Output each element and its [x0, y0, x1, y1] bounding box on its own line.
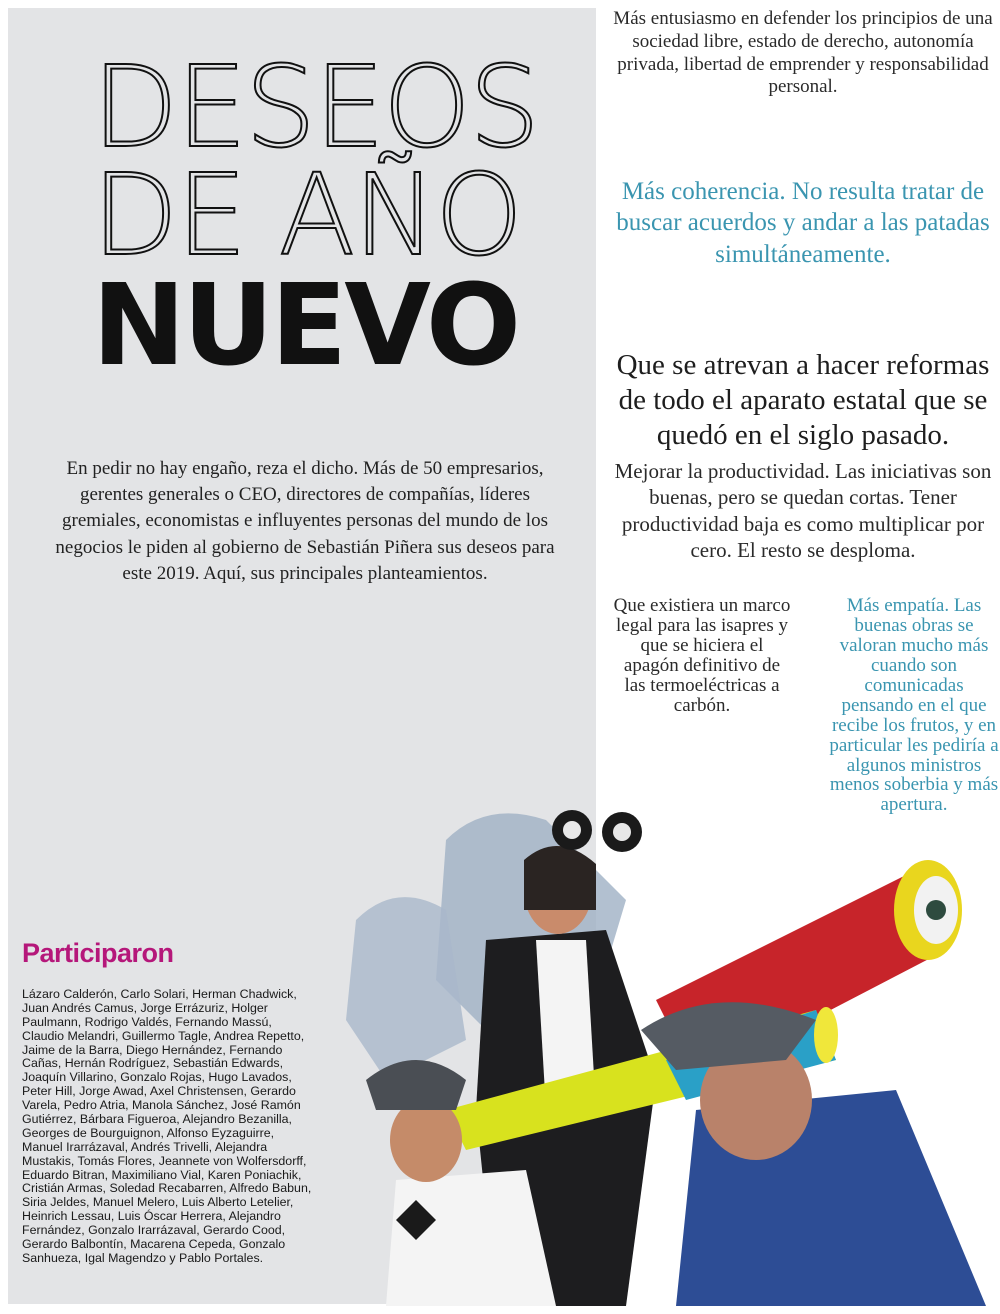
- telescope-eye: [926, 900, 946, 920]
- quote-freedom: Más entusiasmo en defender los principios de una sociedad libre, estado de derecho, autonomía privada, libertad de emprender y responsabilidad personal.: [613, 8, 993, 98]
- shadow-silhouette: [346, 897, 466, 1080]
- headline-line-2: DE AÑO: [92, 151, 522, 281]
- boy-shirt: [386, 1170, 556, 1306]
- lens-glint: [563, 821, 581, 839]
- quote-productivity: Mejorar la productividad. Las iniciativas son buenas, pero se quedan cortas. Tener productividad baja es como multiplicar por cero. El resto se desploma.: [614, 459, 992, 562]
- quote-isapres: Que existiera un marco legal para las isapres y que se hiciera el apagón definitivo de las termoeléctricas a carbón.: [613, 595, 791, 716]
- telescope-yellow-rim: [814, 1007, 838, 1063]
- woman-hair: [524, 846, 596, 910]
- headline-line-1: DESEOS: [92, 43, 539, 173]
- quote-state-reform: Que se atrevan a hacer reformas de todo el aparato estatal que se quedó en el siglo pasado.: [616, 349, 990, 451]
- quote-coherence: Más coherencia. No resulta tratar de buscar acuerdos y andar a las patadas simultáneamente.: [616, 178, 990, 268]
- quote-empathy: Más empatía. Las buenas obras se valoran mucho más cuando son comunicadas pensando en el que recibe los frutos, y en particular les pediría a algunos ministros menos soberbia y más apertura.: [829, 595, 999, 816]
- headline-line-3: NUEVO: [92, 261, 519, 391]
- participants-list: Lázaro Calderón, Carlo Solari, Herman Chadwick, Juan Andrés Camus, Jorge Errázuriz, Holger Paulmann, Rodrigo Valdés, Fernando Massú, Claudio Melandri, Guillermo Tagle, Andrea Repetto, Jaime de la Barra, Diego Hernández, Fernando Cañas, Hernán Rodríguez, Sebastián Edwards, Joaquín Villarino, Gonzalo Rojas, Hugo Lavados, Peter Hill, Jorge Awad, Axel Christensen, Gerardo Varela, Pedro Atria, Manola Sánchez, José Ramón Gutiérrez, Bárbara Figueroa, Alejandro Bezanilla, Georges de Bourguignon, Alfonso Eyzaguirre, Manuel Irarrázaval, Andrés Trivelli, Alejandra Mustakis, Tomás Flores, Jeannete von Wolfersdorff, Eduardo Bitran, Maximiliano Vial, Karen Poniachik, Cristián Armas, Soledad Recabarren, Alfredo Babun, Siria Jeldes, Manuel Melero, Luis Alberto Letelier, Heinrich Lessau, Luis Óscar Herrera, Alejandro Fernández, Gonzalo Irarrázaval, Gerardo Cood, Gerardo Balbontín, Macarena Cepeda, Gonzalo Sanhueza, Igal Magendzo y Pablo Portales.: [22, 987, 312, 1265]
- telescope-illustration: [296, 780, 996, 1306]
- participants-title: Participaron: [22, 938, 174, 968]
- lens-glint: [613, 823, 631, 841]
- boy-face: [390, 1098, 462, 1182]
- intro-paragraph: En pedir no hay engaño, reza el dicho. Más de 50 empresarios, gerentes generales o CEO, directores de compañías, líderes gremiales, economistas e influyentes personas del mundo de los negocios le piden al gobierno de Sebastián Piñera sus deseos para este 2019. Aquí, sus principales planteamientos.: [55, 458, 555, 584]
